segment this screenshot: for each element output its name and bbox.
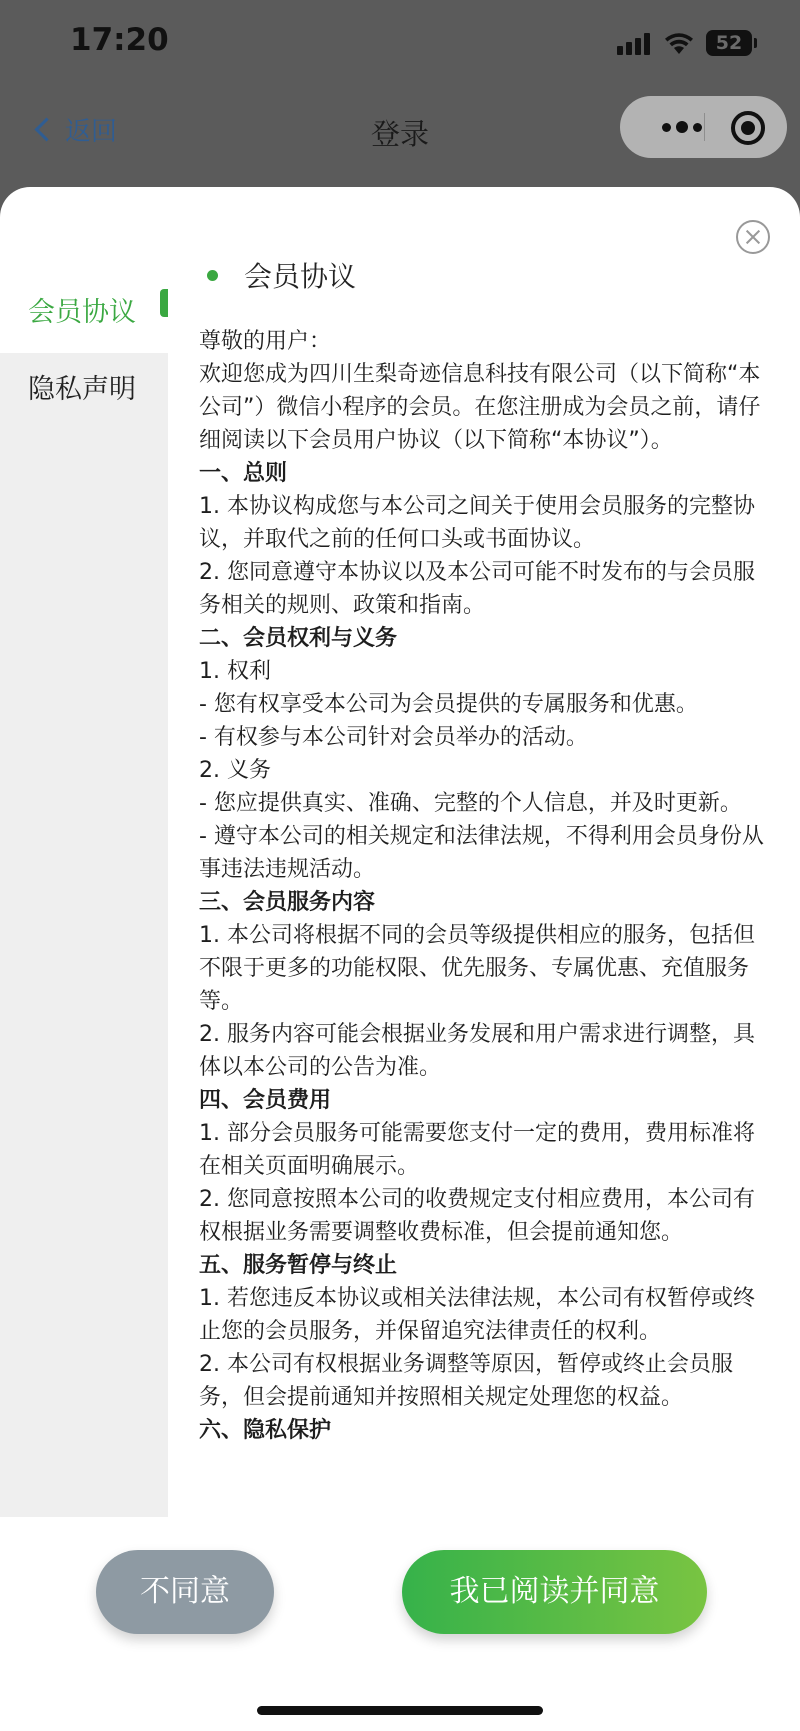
miniprogram-capsule <box>620 96 787 158</box>
agreement-heading <box>207 255 356 295</box>
disagree-button[interactable]: 不同意 <box>96 1550 274 1634</box>
agreement-paragraph: 1. 本协议构成您与本公司之间关于使用会员服务的完整协议，并取代之前的任何口头或书面协议。 <box>199 494 755 552</box>
agreement-body <box>199 325 769 1447</box>
agreement-paragraph: 1. 部分会员服务可能需要您支付一定的费用，费用标准将在相关页面明确展示。 <box>199 1121 755 1179</box>
battery-icon: 52 <box>706 30 752 56</box>
status-bar <box>0 0 800 90</box>
more-menu-icon[interactable] <box>642 96 722 158</box>
agreement-paragraph: 三、会员服务内容 <box>199 890 376 915</box>
agreement-paragraph: 五、服务暂停与终止 <box>199 1253 398 1278</box>
agreement-paragraph: 2. 您同意遵守本协议以及本公司可能不时发布的与会员服务相关的规则、政策和指南。 <box>199 560 755 618</box>
tab-privacy-statement[interactable] <box>0 367 168 447</box>
wifi-icon <box>663 30 695 56</box>
page-title: 登录 <box>370 117 429 151</box>
agreement-paragraph: - 有权参与本公司针对会员举办的活动。 <box>199 725 588 750</box>
agreement-paragraph: 尊敬的用户： <box>199 329 332 354</box>
tab-label: 会员协议 <box>28 297 136 328</box>
agreement-paragraph: - 遵守本公司的相关规定和法律法规，不得利用会员身份从事违法违规活动。 <box>199 824 764 882</box>
agreement-paragraph: 2. 服务内容可能会根据业务发展和用户需求进行调整，具体以本公司的公告为准。 <box>199 1022 755 1080</box>
sidebar <box>0 257 168 1517</box>
active-tab-indicator <box>160 289 168 317</box>
agreement-paragraph: 1. 若您违反本协议或相关法律法规，本公司有权暂停或终止您的会员服务，并保留追究法律责任的权利。 <box>199 1286 755 1344</box>
agreement-paragraph: - 您有权享受本公司为会员提供的专属服务和优惠。 <box>199 692 698 717</box>
agreement-heading-text: 会员协议 <box>244 260 357 293</box>
agreement-paragraph: 2. 您同意按照本公司的收费规定支付相应费用，本公司有权根据业务需要调整收费标准，但会提前通知您。 <box>199 1187 755 1245</box>
agreement-paragraph: 欢迎您成为四川生梨奇迹信息科技有限公司（以下简称“本公司”）微信小程序的会员。在您注册成为会员之前，请仔细阅读以下会员用户协议（以下简称“本协议”）。 <box>199 362 761 453</box>
agreement-paragraph: 2. 义务 <box>199 758 271 783</box>
agreement-paragraph: 二、会员权利与义务 <box>199 626 398 651</box>
bullet-dot-icon <box>207 270 218 281</box>
cellular-signal-icon <box>617 33 651 55</box>
agreement-paragraph: - 您应提供真实、准确、完整的个人信息，并及时更新。 <box>199 791 742 816</box>
agreement-sheet <box>0 187 800 1731</box>
agreement-paragraph: 2. 本公司有权根据业务调整等原因，暂停或终止会员服务，但会提前通知并按照相关规定处理您的权益。 <box>199 1352 733 1410</box>
home-indicator <box>257 1706 543 1715</box>
agreement-paragraph: 1. 权利 <box>199 659 271 684</box>
agreement-content[interactable] <box>199 187 769 1519</box>
agreement-paragraph: 六、隐私保护 <box>199 1418 332 1443</box>
status-time: 17:20 <box>70 22 169 58</box>
agreement-paragraph: 四、会员费用 <box>199 1088 332 1113</box>
close-miniprogram-icon[interactable] <box>731 111 765 145</box>
agree-button[interactable]: 我已阅读并同意 <box>402 1550 707 1634</box>
capsule-divider <box>704 113 705 141</box>
agreement-paragraph: 一、总则 <box>199 461 288 486</box>
agreement-paragraph: 1. 本公司将根据不同的会员等级提供相应的服务，包括但不限于更多的功能权限、优先服务、专属优惠、充值服务等。 <box>199 923 755 1014</box>
back-label: 返回 <box>65 116 118 147</box>
tab-label: 隐私声明 <box>28 374 136 405</box>
tab-member-agreement[interactable] <box>0 257 168 353</box>
